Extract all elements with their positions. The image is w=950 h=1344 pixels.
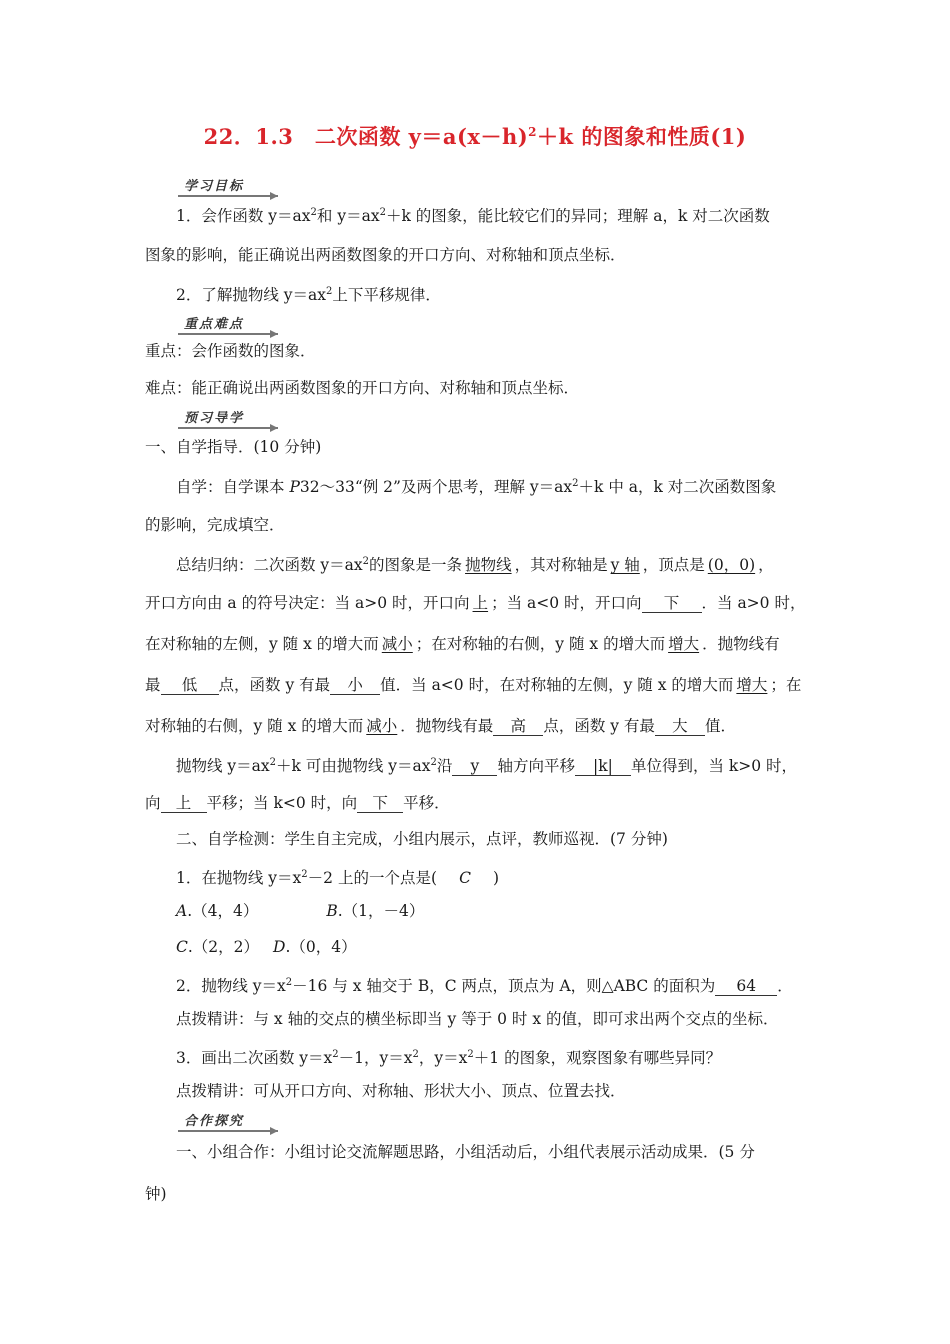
goal-2: 2．了解抛物线 $y=ax^2$上下平移规律． <box>176 286 441 305</box>
question-3: 3．画出二次函数 $y=x^2-1$，$y=x^2$，$y=x^2+1$ 的图象，观察图象有哪些异同？ <box>176 1049 722 1068</box>
question-1-options-ab: A.（4，4） B.（1，－4） <box>176 902 425 920</box>
summary-line-4: 最 低 点，函数 y 有最 小 值．当 a<0 时，在对称轴的左侧，y 随 x 的增大而 增大 ；在 <box>145 676 802 694</box>
section-header-preview: 预习导学 <box>178 407 258 429</box>
question-1-options-cd: C.（2，2） D.（0，4） <box>176 938 357 956</box>
cooperation-line-1: 一、小组合作：小组讨论交流解题思路，小组活动后，小组代表展示活动成果．(5 分 <box>176 1143 755 1161</box>
section-header-keypoints: 重点难点 <box>178 313 258 335</box>
question-2-hint: 点拨精讲：与 x 轴的交点的横坐标即当 y 等于 0 时 x 的值，即可求出两个交点的坐标． <box>176 1010 779 1028</box>
difficult-point: 难点：能正确说出两函数图象的开口方向、对称轴和顶点坐标． <box>145 379 580 397</box>
summary-line-5: 对称轴的右侧，y 随 x 的增大而 减小 ．抛物线有最 高 点，函数 y 有最 大 值． <box>145 717 736 735</box>
question-3-hint: 点拨精讲：可从开口方向、对称轴、形状大小、顶点、位置去找． <box>176 1082 626 1100</box>
page-title: 22．1.3 二次函数 $y=a(x-h)^2+k$ 的图象和性质(1) <box>203 124 747 149</box>
translation-line-2: 向 上 平移；当 k<0 时，向 下 平移． <box>145 794 450 812</box>
question-1: 1．在抛物线 $y=x^2-2$ 上的一个点是( C ) <box>176 869 500 888</box>
section-header-cooperate: 合作探究 <box>178 1110 258 1132</box>
goal-1-line-2: 图象的影响，能正确说出两函数图象的开口方向、对称轴和顶点坐标． <box>145 246 626 264</box>
self-check-heading: 二、自学检测：学生自主完成，小组内展示，点评，教师巡视．(7 分钟) <box>176 830 668 848</box>
section-header-goals: 学习目标 <box>178 175 258 197</box>
self-study-line-2: 的影响，完成填空． <box>145 516 285 534</box>
summary-line-3: 在对称轴的左侧，y 随 x 的增大而 减小 ；在对称轴的右侧，y 随 x 的增大而 增大 ．抛物线有 <box>145 635 780 653</box>
translation-line-1: 抛物线 $y=ax^2+k$ 可由抛物线 $y=ax^2$沿 y 轴方向平移 |k| 单位得到，当 k>0 时， <box>176 757 798 776</box>
self-study-guide-heading: 一、自学指导．(10 分钟) <box>145 438 322 456</box>
goal-1-line-1: 1．会作函数 $y=ax^2$和 $y=ax^2+k$ 的图象，能比较它们的异同；理解 a，k 对二次函数 <box>176 207 770 226</box>
self-study-line-1: 自学：自学课本 P32～33“例 2”及两个思考，理解 $y=ax^2+k$ 中 a，k 对二次函数图象 <box>176 478 777 497</box>
summary-line-2: 开口方向由 a 的符号决定：当 a>0 时，开口向 上 ；当 a<0 时，开口向 下 ．当 a>0 时， <box>145 594 806 612</box>
cooperation-line-2: 钟) <box>145 1185 167 1203</box>
question-2: 2．抛物线 $y=x^2-16$ 与 x 轴交于 B，C 两点，顶点为 A，则△ABC 的面积为 64 ． <box>176 977 793 996</box>
key-point: 重点：会作函数的图象． <box>145 342 316 360</box>
summary-line-1: 总结归纳：二次函数 $y=ax^2$的图象是一条 抛物线 ，其对称轴是 y 轴 ，顶点是 (0，0) ， <box>176 556 774 575</box>
